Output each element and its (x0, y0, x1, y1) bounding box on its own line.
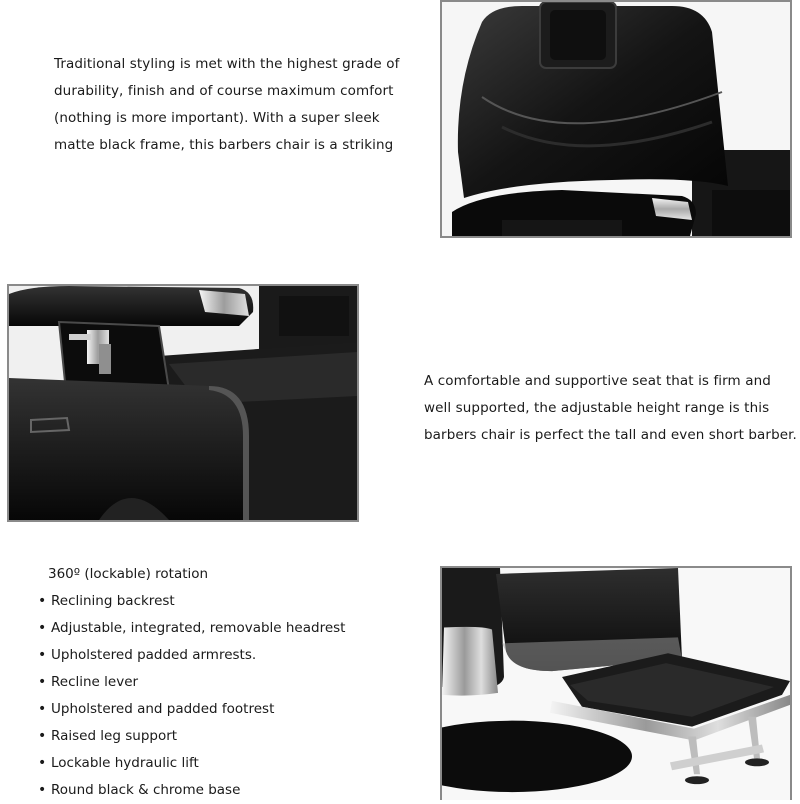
intro-line: Traditional styling is met with the highest grade of (54, 56, 400, 72)
intro-paragraph (54, 51, 399, 159)
seat-recline-lever-photo (7, 284, 359, 522)
feature-item (38, 669, 345, 696)
footrest-base-photo (440, 566, 792, 800)
feature-item (38, 615, 345, 642)
seat-line: barbers chair is perfect the tall and even short barber. (424, 427, 797, 443)
feature-item-label: Upholstered padded armrests. (51, 647, 257, 663)
feature-list (38, 561, 345, 804)
feature-item-label: Adjustable, integrated, removable headrest (51, 620, 346, 636)
seat-line: well supported, the adjustable height range is this (424, 400, 770, 416)
feature-item-label: Round black & chrome base (51, 782, 241, 798)
feature-item (38, 642, 345, 669)
intro-line: durability, finish and of course maximum comfort (54, 83, 394, 99)
feature-item (38, 750, 345, 777)
feature-item-label: Raised leg support (51, 728, 178, 744)
feature-item-label: Reclining backrest (51, 593, 175, 609)
feature-heading: 360º (lockable) rotation (48, 566, 209, 582)
intro-line: matte black frame, this barbers chair is a striking (54, 137, 394, 153)
intro-line: (nothing is more important). With a super sleek (54, 110, 380, 126)
feature-item (38, 723, 345, 750)
seat-paragraph (424, 368, 797, 449)
feature-item-label: Recline lever (51, 674, 139, 690)
feature-item-label: Lockable hydraulic lift (51, 755, 199, 771)
feature-item-label: Upholstered and padded footrest (51, 701, 275, 717)
backrest-headrest-photo (440, 0, 792, 238)
feature-item (38, 696, 345, 723)
feature-item (38, 588, 345, 615)
seat-line: A comfortable and supportive seat that is firm and (424, 373, 771, 389)
